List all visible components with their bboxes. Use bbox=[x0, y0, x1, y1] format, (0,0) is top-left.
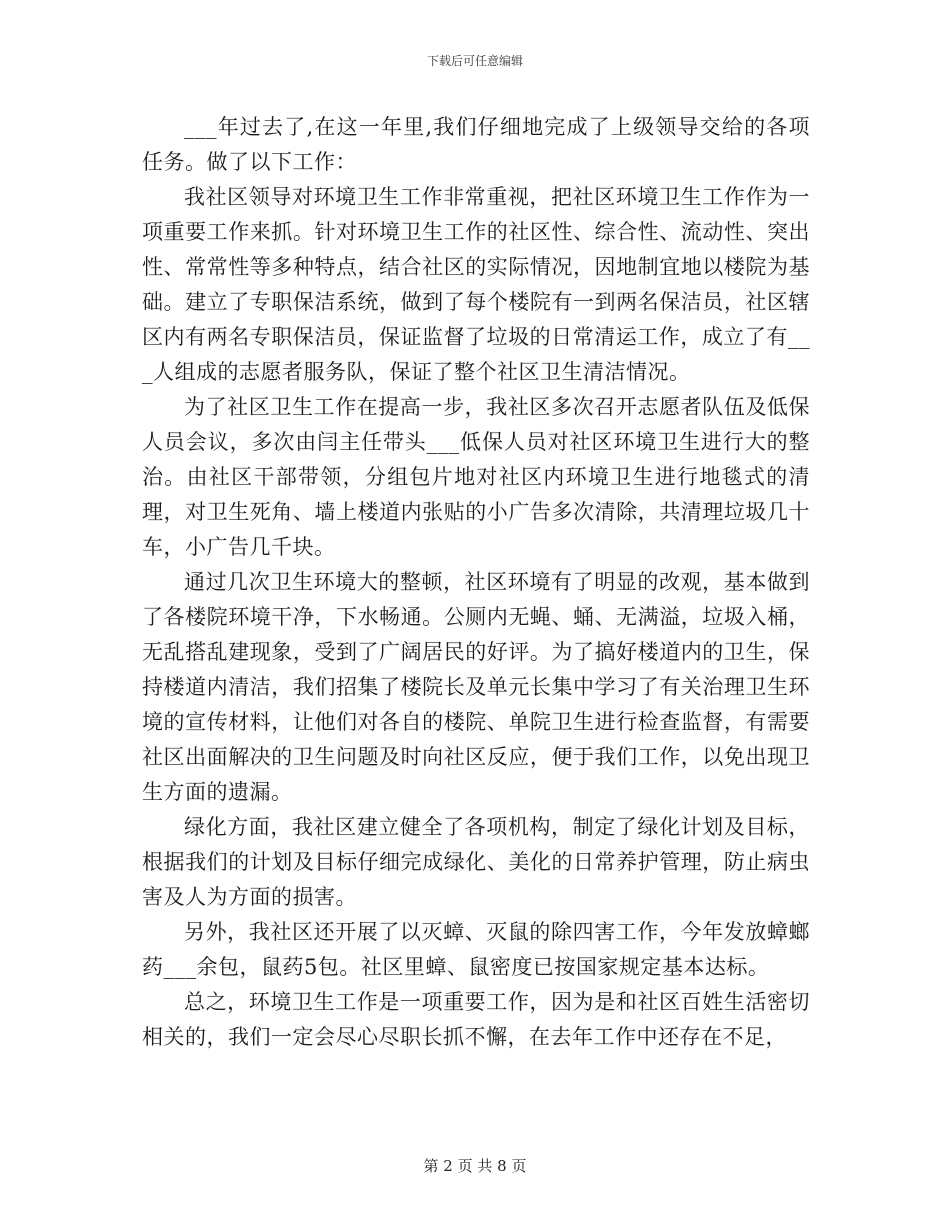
page-footer: 第 2 页 共 8 页 bbox=[423, 1157, 527, 1175]
paragraph-4: 通过几次卫生环境大的整顿，社区环境有了明显的改观，基本做到了各楼院环境干净，下水畅通。公厕内无蝇、蛹、无满溢，垃圾入桶，无乱搭乱建现象，受到了广阔居民的好评。为了搞好楼道内的卫生，保持楼道内清洁，我们招集了楼院长及单元长集中学习了有关治理卫生环境的宣传材料，让他们对各自的楼院、单院卫生进行检查监督，有需要社区出面解决的卫生问题及时向社区反应，便于我们工作，以免出现卫生方面的遗漏。 bbox=[142, 570, 810, 804]
paragraph-2: 我社区领导对环境卫生工作非常重视，把社区环境卫生工作作为一项重要工作来抓。针对环境卫生工作的社区性、综合性、流动性、突出性、常常性等多种特点，结合社区的实际情况，因地制宜地以楼院为基础。建立了专职保洁系统，做到了每个楼院有一到两名保洁员，社区辖区内有两名专职保洁员，保证监督了垃圾的日常清运工作，成立了有___人组成的志愿者服务队，保证了整个社区卫生清洁情况。 bbox=[142, 185, 810, 384]
paragraph-1: ___年过去了,在这一年里,我们仔细地完成了上级领导交给的各项任务。做了以下工作： bbox=[142, 115, 810, 174]
paragraph-6: 另外，我社区还开展了以灭蟑、灭鼠的除四害工作，今年发放蟑螂药___余包，鼠药5包。社区里蟑、鼠密度已按国家规定基本达标。 bbox=[142, 920, 810, 979]
paragraph-5: 绿化方面，我社区建立健全了各项机构，制定了绿化计划及目标，根据我们的计划及目标仔细完成绿化、美化的日常养护管理，防止病虫害及人为方面的损害。 bbox=[142, 815, 810, 909]
paragraph-7: 总之，环境卫生工作是一项重要工作，因为是和社区百姓生活密切相关的，我们一定会尽心尽职长抓不懈，在去年工作中还存在不足， bbox=[142, 990, 810, 1049]
document-body bbox=[142, 110, 810, 1055]
page-header: 下载后可任意编辑 bbox=[426, 54, 523, 68]
paragraph-3: 为了社区卫生工作在提高一步，我社区多次召开志愿者队伍及低保人员会议，多次由闫主任带头___低保人员对社区环境卫生进行大的整治。由社区干部带领，分组包片地对社区内环境卫生进行地毯式的清理，对卫生死角、墙上楼道内张贴的小广告多次清除，共清理垃圾几十车，小广告几千块。 bbox=[142, 395, 810, 559]
